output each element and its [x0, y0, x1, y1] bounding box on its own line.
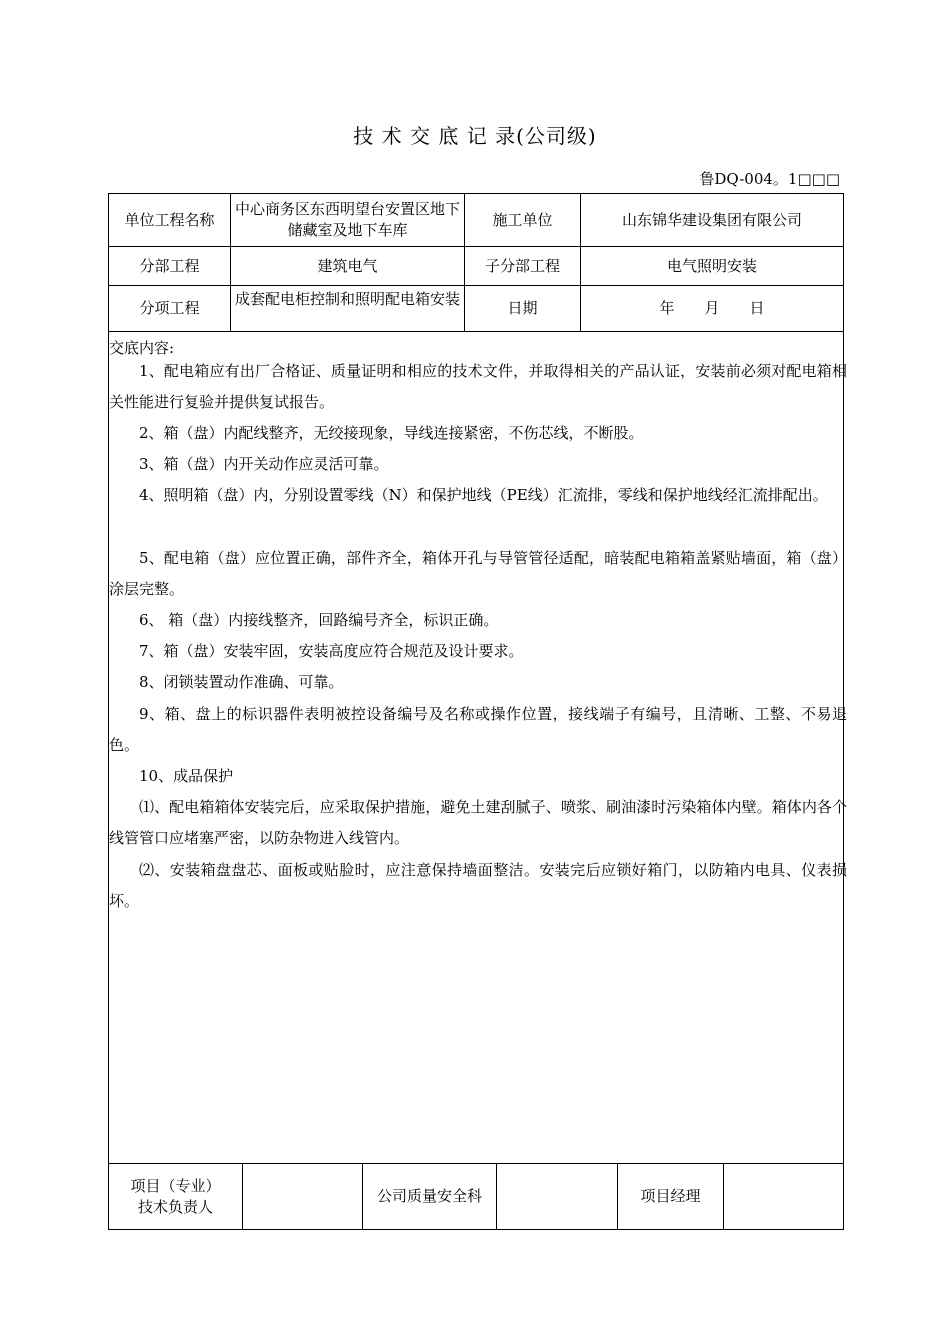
date-value: 年 月 日: [659, 299, 765, 317]
paragraph-10: 10、成品保护: [139, 767, 234, 785]
tech-lead-label: 项目（专业） 技术负责人: [130, 1176, 221, 1216]
project-manager-signature: [724, 1164, 843, 1229]
document-title: 技 术 交 底 记 录(公司级): [353, 124, 597, 148]
subdivision-value: 电气照明安装: [666, 256, 757, 275]
content-heading: 交底内容:: [109, 339, 175, 357]
paragraph-12: ⑵、安装箱盘盘芯、面板或贴脸时，应注意保持墙面整洁。安装完后应锁好箱门，以防箱内电具、仪表损坏。: [109, 861, 847, 910]
unit-project-name-value: 中心商务区东西明望台安置区地下储藏室及地下车库: [234, 200, 460, 239]
construction-unit-label: 施工单位: [492, 210, 553, 229]
tech-lead-signature: [243, 1164, 362, 1229]
project-manager-label: 项目经理: [640, 1187, 701, 1205]
quality-dept-label: 公司质量安全科: [376, 1187, 482, 1205]
document-code: 鲁DQ-004。1□□□: [699, 170, 840, 188]
subitem-value: 成套配电柜控制和照明配电箱安装: [234, 290, 460, 308]
row-divider: [109, 331, 843, 332]
paragraph-6: 6、 箱（盘）内接线整齐，回路编号齐全，标识正确。: [139, 611, 499, 629]
paragraph-3: 3、箱（盘）内开关动作应灵活可靠。: [139, 455, 389, 473]
paragraph-2: 2、箱（盘）内配线整齐，无绞接现象，导线连接紧密，不伤芯线，不断股。: [139, 424, 644, 442]
paragraph-8: 8、闭锁装置动作准确、可靠。: [139, 673, 344, 691]
record-table: [108, 193, 847, 1230]
paragraph-9: 9、箱、盘上的标识器件表明被控设备编号及名称或操作位置，接线端子有编号，且清晰、工整、不易退色。: [109, 705, 847, 754]
division-value: 建筑电气: [317, 256, 378, 275]
unit-project-name-label: 单位工程名称: [124, 210, 215, 229]
subitem-label: 分项工程: [139, 299, 200, 317]
paragraph-5: 5、配电箱（盘）应位置正确，部件齐全，箱体开孔与导管管径适配，暗装配电箱箱盖紧贴墙面，箱（盘）涂层完整。: [109, 549, 847, 598]
paragraph-4: 4、照明箱（盘）内，分别设置零线（N）和保护地线（PE线）汇流排，零线和保护地线经汇流排配出。: [139, 486, 828, 504]
subdivision-label: 子分部工程: [484, 256, 560, 275]
construction-unit-value: 山东锦华建设集团有限公司: [621, 210, 802, 229]
division-label: 分部工程: [139, 256, 200, 275]
paragraph-7: 7、箱（盘）安装牢固，安装高度应符合规范及设计要求。: [139, 642, 524, 660]
paragraph-1: 1、配电箱应有出厂合格证、质量证明和相应的技术文件，并取得相关的产品认证，安装前必须对配电箱相关性能进行复验并提供复试报告。: [109, 362, 847, 411]
paragraph-11: ⑴、配电箱箱体安装完后，应采取保护措施，避免土建刮腻子、喷浆、刷油漆时污染箱体内壁。箱体内各个线管管口应堵塞严密，以防杂物进入线管内。: [109, 798, 847, 847]
date-label: 日期: [507, 299, 538, 317]
quality-dept-signature: [497, 1164, 617, 1229]
